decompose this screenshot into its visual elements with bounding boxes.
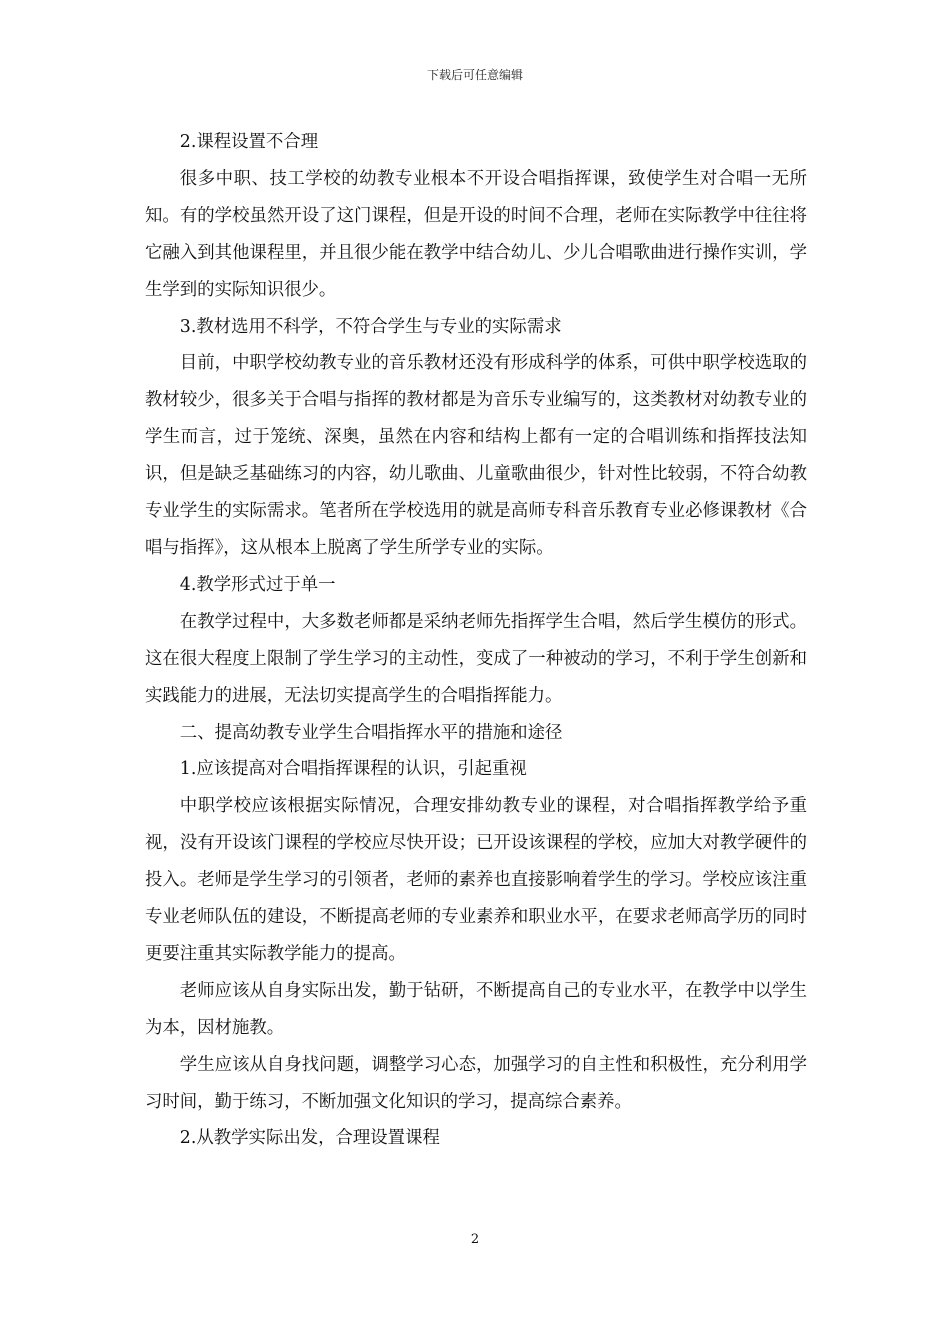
section-heading: 1.应该提高对合唱指挥课程的认识，引起重视 [179,759,527,780]
section-heading: 2.课程设置不合理 [179,132,319,152]
paragraph: 目前，中职学校幼教专业的音乐教材还没有形成科学的体系，可供中职学校选取的教材较少，很多关于合唱与指挥的教材都是为音乐专业编写的，这类教材对幼教专业的学生而言，过于笼统、深奥，虽然在内容和结构上都有一定的合唱训练和指挥技法知识，但是缺乏基础练习的内容，幼儿歌曲、儿童歌曲很少，针对性比较弱，不符合幼教专业学生的实际需求。笔者所在学校选用的就是高师专科音乐教育专业必修课教材《合唱与指挥》，这从根本上脱离了学生所学专业的实际。 [145,353,807,558]
section-heading: 二、提高幼教专业学生合唱指挥水平的措施和途径 [179,722,563,743]
paragraph: 中职学校应该根据实际情况，合理安排幼教专业的课程，对合唱指挥教学给予重视，没有开设该门课程的学校应尽快开设；已开设该课程的学校，应加大对教学硬件的投入。老师是学生学习的引领者，老师的素养也直接影响着学生的学习。学校应该注重专业老师队伍的建设，不断提高老师的专业素养和职业水平，在要求老师高学历的同时更要注重其实际教学能力的提高。 [145,796,807,964]
document-body [145,124,807,1157]
paragraph: 在教学过程中，大多数老师都是采纳老师先指挥学生合唱，然后学生模仿的形式。这在很大程度上限制了学生学习的主动性，变成了一种被动的学习，不利于学生创新和实践能力的进展，无法切实提高学生的合唱指挥能力。 [145,611,807,706]
paragraph: 很多中职、技工学校的幼教专业根本不开设合唱指挥课，致使学生对合唱一无所知。有的学校虽然开设了这门课程，但是开设的时间不合理，老师在实际教学中往往将它融入到其他课程里，并且很少能在教学中结合幼儿、少儿合唱歌曲进行操作实训，学生学到的实际知识很少。 [145,168,807,300]
page-number: 2 [470,1232,480,1247]
section-heading: 4.教学形式过于单一 [179,574,336,595]
section-heading: 2.从教学实际出发，合理设置课程 [179,1128,440,1149]
paragraph: 老师应该从自身实际出发，勤于钻研，不断提高自己的专业水平，在教学中以学生为本，因材施教。 [145,980,807,1038]
section-heading: 3.教材选用不科学，不符合学生与专业的实际需求 [179,316,562,337]
page-header: 下载后可任意编辑 [426,68,523,82]
paragraph: 学生应该从自身找问题，调整学习心态，加强学习的自主性和积极性，充分利用学习时间，勤于练习，不断加强文化知识的学习，提高综合素养。 [145,1054,807,1112]
